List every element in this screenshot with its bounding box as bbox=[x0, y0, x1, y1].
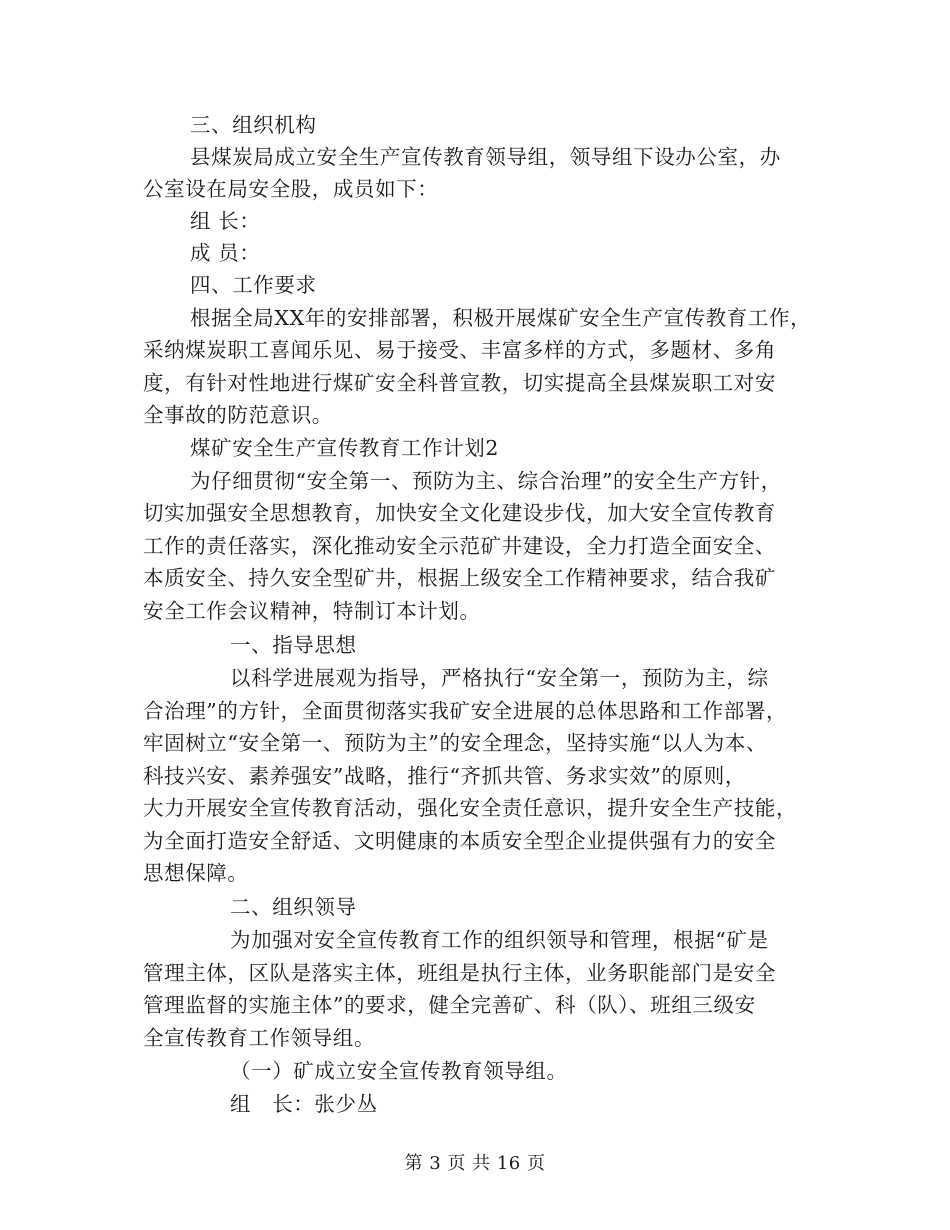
paragraph-line: 科技兴安、素养强安”战略，推行“齐抓共管、务求实效”的原则， bbox=[143, 764, 746, 788]
paragraph-line: 全宣传教育工作领导组。 bbox=[143, 1026, 376, 1050]
section-heading: 二、组织领导 bbox=[230, 895, 357, 919]
paragraph-line: 公室设在局安全股，成员如下： bbox=[143, 177, 439, 201]
paragraph-line: 为全面打造安全舒适、文明健康的本质安全型企业提供强有力的安全 bbox=[143, 829, 776, 853]
paragraph-line: 成 员： bbox=[190, 241, 261, 265]
paragraph-line: 为仔细贯彻“安全第一、预防为主、综合治理”的安全生产方针， bbox=[190, 469, 782, 493]
paragraph-line: 安全工作会议精神，特制订本计划。 bbox=[143, 599, 481, 623]
paragraph-line: 本质安全、持久安全型矿井，根据上级安全工作精神要求，结合我矿 bbox=[143, 566, 776, 590]
paragraph-line: 切实加强安全思想教育，加快安全文化建设步伐，加大安全宣传教育 bbox=[143, 501, 776, 525]
section-heading: 四、工作要求 bbox=[190, 273, 317, 297]
paragraph-line: 根据全局XX年的安排部署，积极开展煤矿安全生产宣传教育工作， bbox=[190, 306, 812, 330]
paragraph-line: 管理监督的实施主体”的要求，健全完善矿、科（队）、班组三级安 bbox=[143, 993, 756, 1017]
paragraph-line: 管理主体，区队是落实主体，班组是执行主体，业务职能部门是安全 bbox=[143, 961, 776, 985]
section-heading: 一、指导思想 bbox=[230, 633, 357, 657]
paragraph-line: 合治理”的方针，全面贯彻落实我矿安全进展的总体思路和工作部署， bbox=[143, 699, 788, 723]
paragraph-line: 县煤炭局成立安全生产宣传教育领导组，领导组下设办公室，办 bbox=[190, 145, 781, 169]
section-heading: 三、组织机构 bbox=[190, 113, 317, 137]
leader-line: 组 长：张少丛 bbox=[230, 1092, 378, 1116]
paragraph-line: 采纳煤炭职工喜闻乐见、易于接受、丰富多样的方式，多题材、多角 bbox=[143, 338, 776, 362]
plan-title: 煤矿安全生产宣传教育工作计划2 bbox=[190, 436, 500, 460]
paragraph-line: 度，有针对性地进行煤矿安全科普宣教，切实提高全县煤炭职工对安 bbox=[143, 371, 776, 395]
paragraph-line: 全事故的防范意识。 bbox=[143, 403, 333, 427]
paragraph-line: 思想保障。 bbox=[143, 861, 249, 885]
paragraph-line: 大力开展安全宣传教育活动，强化安全责任意识，提升安全生产技能， bbox=[143, 796, 798, 820]
subsection-heading: （一）矿成立安全宣传教育领导组。 bbox=[230, 1059, 568, 1083]
paragraph-line: 工作的责任落实，深化推动安全示范矿井建设，全力打造全面安全、 bbox=[143, 534, 776, 558]
paragraph-line: 以科学进展观为指导，严格执行“安全第一，预防为主，综 bbox=[230, 666, 769, 690]
paragraph-line: 组 长： bbox=[190, 209, 261, 233]
paragraph-line: 牢固树立“安全第一、预防为主”的安全理念，坚持实施“以人为本、 bbox=[143, 731, 768, 755]
paragraph-line: 为加强对安全宣传教育工作的组织领导和管理，根据“矿是 bbox=[230, 928, 769, 952]
page-footer: 第 3 页 共 16 页 bbox=[404, 1153, 546, 1174]
